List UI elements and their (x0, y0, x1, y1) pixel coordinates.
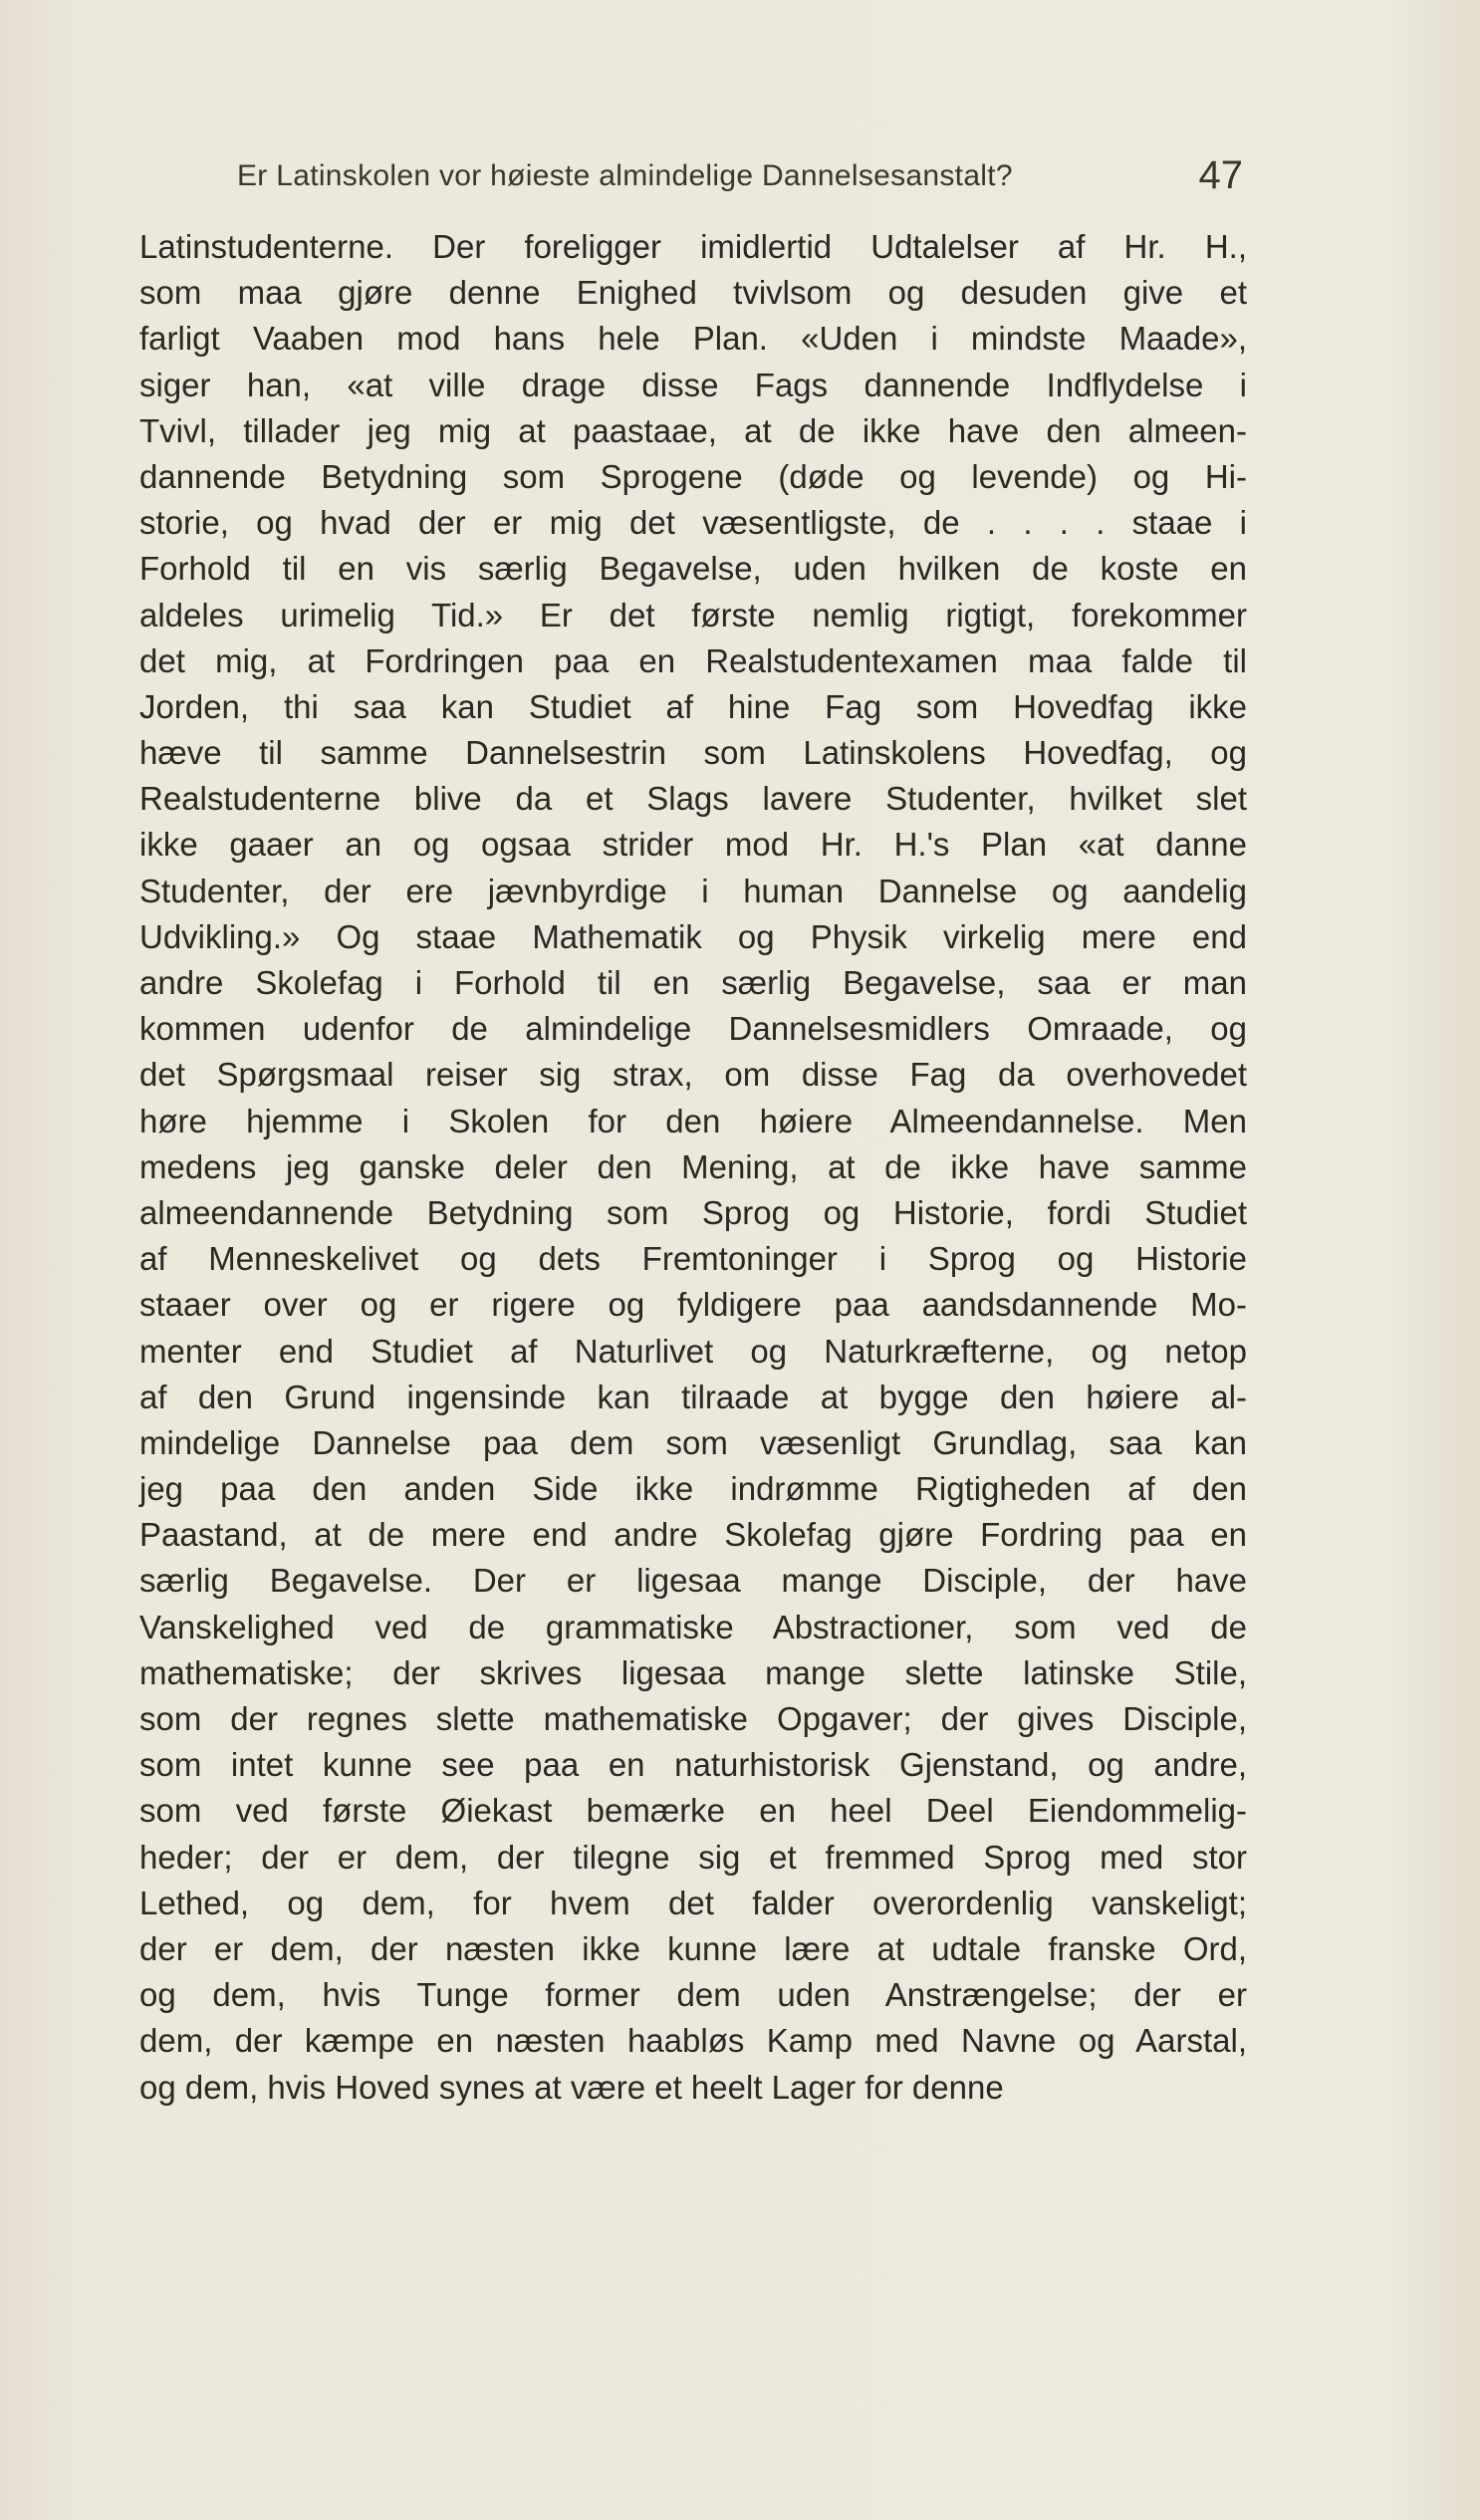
text-line: staaer over og er rigere og fyldigere paa aandsdannende Mo- (139, 1286, 1247, 1324)
text-line: hæve til samme Dannelsestrin som Latinskolens Hovedfag, og (139, 734, 1247, 772)
text-line: Udvikling.» Og staae Mathematik og Physik virkelig mere end (139, 917, 1247, 955)
text-line: og dem, hvis Tunge former dem uden Anstrængelse; der er (139, 1976, 1247, 2014)
text-line: mindelige Dannelse paa dem som væsenligt Grundlag, saa kan (139, 1423, 1247, 1461)
text-line: Vanskelighed ved de grammatiske Abstractioner, som ved de (139, 1608, 1247, 1645)
text-line: og dem, hvis Hoved synes at være et heelt Lager for denne (139, 2068, 1004, 2106)
body-text (139, 224, 1247, 2111)
text-line: af den Grund ingensinde kan tilraade at bygge den høiere al- (139, 1378, 1247, 1415)
text-line: farligt Vaaben mod hans hele Plan. «Uden i mindste Maade», (139, 320, 1247, 358)
text-line: medens jeg ganske deler den Mening, at de ikke have samme (139, 1147, 1247, 1185)
text-line: som ved første Øiekast bemærke en heel Deel Eiendommelig- (139, 1792, 1247, 1830)
text-line: dannende Betydning som Sprogene (døde og levende) og Hi- (139, 457, 1247, 495)
text-line: som der regnes slette mathematiske Opgaver; der gives Disciple, (139, 1700, 1247, 1737)
text-line: andre Skolefag i Forhold til en særlig Begavelse, saa er man (139, 964, 1247, 1001)
text-line: af Menneskelivet og dets Fremtoninger i Sprog og Historie (139, 1240, 1247, 1278)
text-line: menter end Studiet af Naturlivet og Naturkræfterne, og netop (139, 1332, 1247, 1370)
text-line: der er dem, der næsten ikke kunne lære at udtale franske Ord, (139, 1929, 1247, 1967)
text-line: storie, og hvad der er mig det væsentligste, de . . . . staae i (139, 504, 1247, 542)
text-line: heder; der er dem, der tilegne sig et fremmed Sprog med stor (139, 1838, 1247, 1876)
text-line: Tvivl, tillader jeg mig at paastaae, at de ikke have den almeen- (139, 411, 1247, 449)
text-line: aldeles urimelig Tid.» Er det første nemlig rigtigt, forekommer (139, 596, 1247, 633)
text-line: ikke gaaer an og ogsaa strider mod Hr. H.'s Plan «at danne (139, 826, 1247, 864)
text-line: Forhold til en vis særlig Begavelse, uden hvilken de koste en (139, 550, 1247, 588)
text-line: siger han, «at ville drage disse Fags dannende Indflydelse i (139, 366, 1247, 403)
text-line: Studenter, der ere jævnbyrdige i human Dannelse og aandelig (139, 872, 1247, 909)
running-title: Er Latinskolen vor høieste almindelige Dannelsesanstalt? (237, 159, 1013, 192)
text-line: som maa gjøre denne Enighed tvivlsom og desuden give et (139, 274, 1247, 312)
page-header (237, 153, 1243, 209)
page-number: 47 (1198, 153, 1243, 197)
text-line: kommen udenfor de almindelige Dannelsesmidlers Omraade, og (139, 1010, 1247, 1048)
text-line: Latinstudenterne. Der foreligger imidlertid Udtalelser af Hr. H., (139, 228, 1247, 265)
text-line: Jorden, thi saa kan Studiet af hine Fag som Hovedfag ikke (139, 687, 1247, 725)
text-line: Paastand, at de mere end andre Skolefag gjøre Fordring paa en (139, 1516, 1247, 1554)
text-line: Lethed, og dem, for hvem det falder overordenlig vanskeligt; (139, 1884, 1247, 1921)
text-line: Realstudenterne blive da et Slags lavere Studenter, hvilket slet (139, 780, 1247, 818)
text-line: det mig, at Fordringen paa en Realstudentexamen maa falde til (139, 641, 1247, 679)
text-line: det Spørgsmaal reiser sig strax, om disse Fag da overhovedet (139, 1056, 1247, 1094)
text-line: jeg paa den anden Side ikke indrømme Rigtigheden af den (139, 1470, 1247, 1508)
text-line: som intet kunne see paa en naturhistorisk Gjenstand, og andre, (139, 1746, 1247, 1784)
text-line: dem, der kæmpe en næsten haabløs Kamp med Navne og Aarstal, (139, 2022, 1247, 2060)
text-line: almeendannende Betydning som Sprog og Historie, fordi Studiet (139, 1193, 1247, 1231)
text-line: høre hjemme i Skolen for den høiere Almeendannelse. Men (139, 1102, 1247, 1139)
text-line: mathematiske; der skrives ligesaa mange slette latinske Stile, (139, 1653, 1247, 1691)
text-line: særlig Begavelse. Der er ligesaa mange Disciple, der have (139, 1562, 1247, 1600)
